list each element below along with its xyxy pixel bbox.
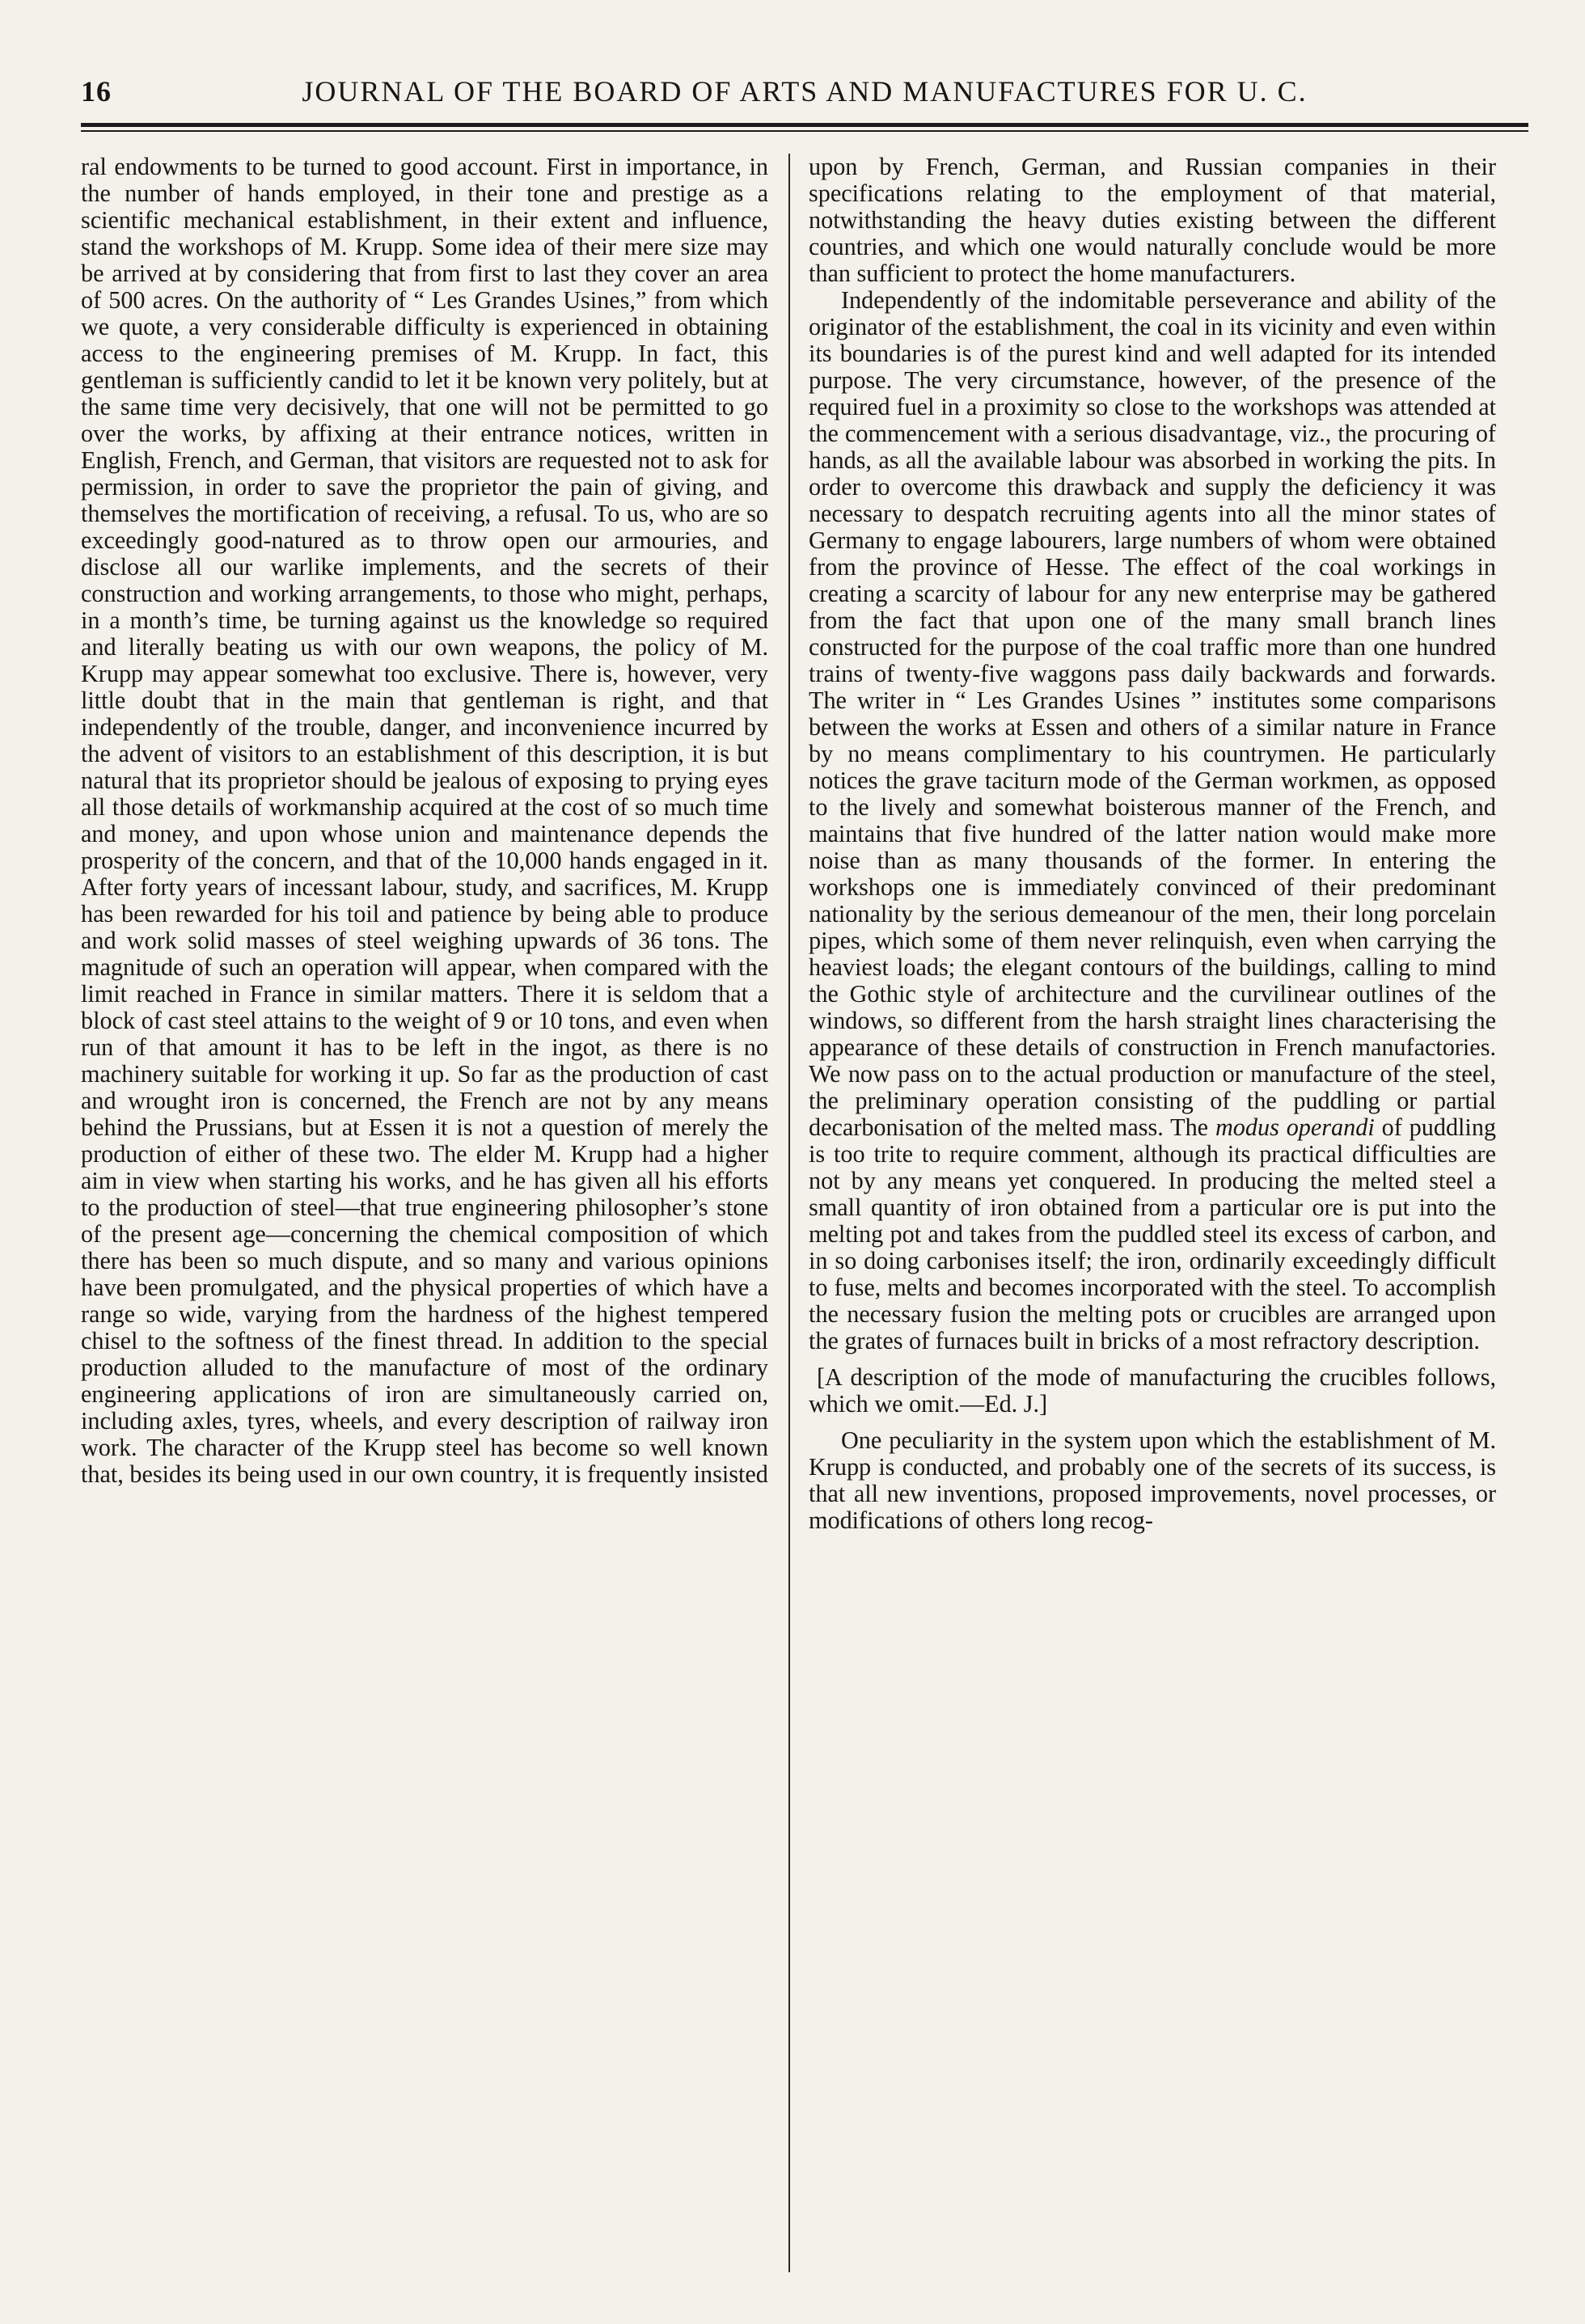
header-rule-thick bbox=[81, 123, 1528, 127]
right-paragraph-2-text: Independently of the indomitable perseverance and ability of the originator of the establishment, the coal in its vicinity and even within its boundaries is of the purest kind and well adapted for its intended purpose. The very circumstance, however, of the presence of the required fuel in a proximity so close to the workshops was attended at the commencement with a serious disadvantage, viz., the procuring of hands, as all the available labour was absorbed in working the pits. In order to overcome this drawback and supply the deficiency it was necessary to despatch recruiting agents into all the minor states of Germany to engage labourers, large numbers of whom were obtained from the province of Hesse. The effect of the coal workings in creating a scarcity of labour for any new enterprise may be gathered from the fact that upon one of the many small branch lines constructed for the purpose of the coal traffic more than one hundred trains of twenty-five waggons pass daily backwards and forwards. The writer in “ Les Grandes Usines ” institutes some comparisons between the works at Essen and others of a similar nature in France by no means complimentary to his countrymen. He particularly notices the grave taciturn mode of the German workmen, as opposed to the lively and somewhat boisterous manner of the French, and maintains that five hundred of the latter nation would make more noise than as many thousands of the former. In entering the workshops one is immediately convinced of their predominant nationality by the serious demeanour of the men, their long porcelain pipes, which some of them never relinquish, even when carrying the heaviest loads; the elegant contours of the buildings, calling to mind the Gothic style of architecture and the curvilinear outlines of the windows, so different from the harsh straight lines characterising the appearance of these details of construction in French manufactories. We now pass on to the actual production or manufacture of the steel, the preliminary operation consisting of the puddling or partial decarbonisation of the melted mass. The bbox=[809, 286, 1496, 1141]
editor-note: [A description of the mode of manufacturing the crucibles follows, which we omit.—Ed. J.] bbox=[809, 1363, 1496, 1418]
header-rule-thin bbox=[81, 130, 1528, 132]
page-header bbox=[81, 74, 1528, 120]
right-paragraph-2 bbox=[809, 287, 1496, 1354]
italic-phrase: modus operandi bbox=[1215, 1113, 1375, 1141]
left-column bbox=[81, 154, 768, 1488]
running-title: JOURNAL OF THE BOARD OF ARTS AND MANUFACTURES FOR U. C. bbox=[302, 75, 1308, 108]
left-paragraph-1: ral endowments to be turned to good account. First in importance, in the number of hands employed, in their tone and prestige as a scientific mechanical establishment, in their extent and influence, stand the workshops of M. Krupp. Some idea of their mere size may be arrived at by considering that from first to last they cover an area of 500 acres. On the authority of “ Les Grandes Usines,” from which we quote, a very considerable difficulty is experienced in obtaining access to the engineering premises of M. Krupp. In fact, this gentleman is sufficiently candid to let it be known very politely, but at the same time very decisively, that one will not be permitted to go over the works, by affixing at their entrance notices, written in English, French, and German, that visitors are requested not to ask for permission, in order to save the proprietor the pain of giving, and themselves the mortification of receiving, a refusal. To us, who are so exceedingly good-natured as to throw open our armouries, and disclose all our warlike implements, and the secrets of their construction and working arrangements, to those who might, perhaps, in a month’s time, be turning against us the knowledge so required and literally beating us with our own weapons, the policy of M. Krupp may appear somewhat too exclusive. There is, however, very little doubt that in the main that gentleman is right, and that independently of the trouble, danger, and inconvenience incurred by the advent of visitors to an establishment of this description, it is but natural that its proprietor should be jealous of exposing to prying eyes all those details of workmanship acquired at the cost of so much time and money, and upon whose union and maintenance depends the prosperity of the concern, and that of the 10,000 hands engaged in it. After forty years of incessant labour, study, and sacrifices, M. Krupp has been rewarded for his toil and patience by being able to produce and work solid masses of steel weighing upwards of 36 tons. The magnitude of such an operation will appear, when compared with the limit reached in France in similar matters. There it is seldom that a block of cast steel attains to the weight of 9 or 10 tons, and even when run of that amount it has to be left in the ingot, as there is no machinery suitable for working it up. So far as the production of cast and wrought iron is concerned, the French are not by any means behind the Prussians, but at Essen it is not a question of merely the production of either of these two. The elder M. Krupp had a higher aim in view when starting his works, and he has given all his efforts to the production of steel—that true engineering philosopher’s stone of the present age—concerning the chemical composition of which there has been so much dispute, and so many and various opinions have been promulgated, and the physical properties of which have a range so wide, varying from the hardness of the highest tempered chisel to the softness of the finest thread. In addition to the special production alluded to the manufacture of most of the ordinary engineering applications of iron are simultaneously carried on, including axles, tyres, wheels, and every description of railway iron work. The character of the Krupp steel has become so well known that, besides its being used in our own country, it is frequently insisted bbox=[81, 153, 768, 1488]
right-paragraph-2-tail: of puddling is too trite to require comment, although its practical difficulties are not by any means yet conquered. In producing the melted steel a small quantity of iron obtained from a particular ore is put into the melting pot and takes from the puddled steel its excess of carbon, and in so doing carbonises itself; the iron, ordinarily exceedingly difficult to fuse, melts and becomes incorporated with the steel. To accomplish the necessary fusion the melting pots or crucibles are arranged upon the grates of furnaces built in bricks of a most refractory description. bbox=[809, 1113, 1497, 1354]
right-column bbox=[809, 154, 1496, 1534]
column-divider bbox=[788, 154, 790, 2272]
right-paragraph-3: One peculiarity in the system upon which the establishment of M. Krupp is conducted, and probably one of the secrets of its success, is that all new inventions, proposed improvements, novel processes, or modifications of others long recog- bbox=[809, 1426, 1496, 1534]
right-paragraph-1: upon by French, German, and Russian companies in their specifications relating to the employment of that material, notwithstanding the heavy duties existing between the different countries, and which one would naturally conclude would be more than sufficient to protect the home manufacturers. bbox=[809, 153, 1496, 287]
page-number: 16 bbox=[81, 75, 112, 108]
